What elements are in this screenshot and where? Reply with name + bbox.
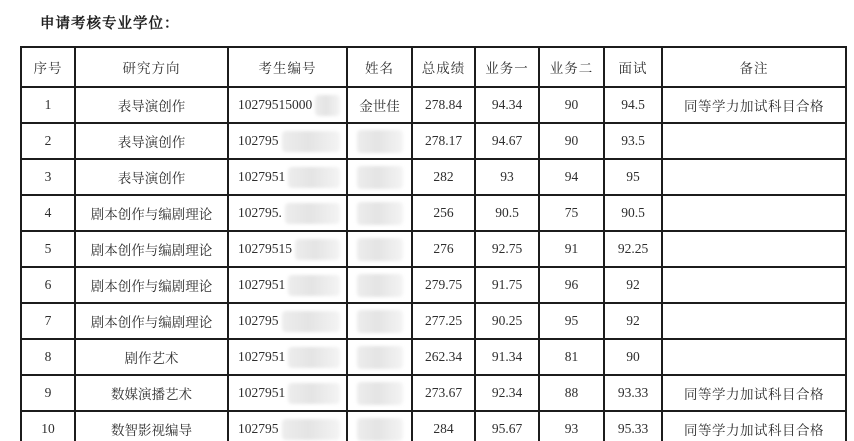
total-score: 278.17: [424, 133, 463, 148]
header-remarks: 备注: [662, 47, 846, 87]
business-one-score: 94.34: [491, 97, 523, 112]
remarks-cell: [662, 87, 846, 123]
research-direction: 剧本创作与编剧理论: [90, 315, 213, 330]
header-business-one: 业务一: [475, 47, 539, 87]
name-cell: [347, 303, 412, 339]
name-cell: [347, 159, 412, 195]
business-one-score: 91.34: [491, 349, 523, 364]
serial-number-cell: [21, 303, 75, 339]
interview-cell: [604, 195, 662, 231]
candidate-number: 102795.: [238, 205, 282, 220]
research-direction-cell: [75, 303, 228, 339]
interview-score: 93.33: [617, 385, 649, 400]
business-one-cell: [475, 375, 539, 411]
research-direction-cell: [75, 123, 228, 159]
business-two-cell: [539, 411, 604, 441]
interview-cell: [604, 159, 662, 195]
business-two-cell: [539, 195, 604, 231]
research-direction: 表导演创作: [117, 135, 186, 150]
research-direction-cell: [75, 375, 228, 411]
candidate-number-content: [229, 203, 346, 224]
business-two-score: 91: [564, 241, 579, 256]
interview-score: 92: [626, 313, 640, 328]
business-two-cell: [539, 231, 604, 267]
remarks-cell: [662, 339, 846, 375]
candidate-number-cell: [228, 87, 347, 123]
candidate-number: 1027951: [238, 385, 286, 400]
redaction-blur: [288, 167, 340, 188]
redaction-blur: [285, 203, 340, 224]
name-cell: [347, 411, 412, 441]
redaction-blur: [357, 346, 403, 369]
research-direction: 表导演创作: [117, 99, 186, 114]
total-score: 277.25: [424, 313, 463, 328]
business-one-cell: [475, 339, 539, 375]
redaction-blur: [315, 95, 340, 116]
interview-cell: [604, 231, 662, 267]
serial-number: 5: [44, 241, 52, 256]
total-score-cell: [412, 87, 475, 123]
redaction-blur: [288, 383, 340, 404]
name-cell: [347, 339, 412, 375]
serial-number-cell: [21, 159, 75, 195]
business-one-cell: [475, 303, 539, 339]
header-name: 姓名: [347, 47, 412, 87]
remarks-cell: [662, 123, 846, 159]
redaction-blur: [357, 418, 403, 441]
table-row: [21, 375, 846, 411]
serial-number: 6: [44, 277, 52, 292]
results-tbody: [21, 87, 846, 441]
business-one-score: 90.5: [495, 205, 519, 220]
table-row: [21, 339, 846, 375]
header-research-direction: 研究方向: [75, 47, 228, 87]
business-one-cell: [475, 231, 539, 267]
total-score: 282: [433, 169, 454, 184]
total-score-cell: [412, 123, 475, 159]
results-table: [20, 46, 847, 441]
business-one-score: 93: [500, 169, 514, 184]
serial-number-cell: [21, 123, 75, 159]
research-direction: 剧作艺术: [124, 351, 179, 366]
name-cell: [347, 195, 412, 231]
serial-number: 9: [44, 385, 52, 400]
redaction-blur: [282, 419, 341, 440]
serial-number: 1: [44, 97, 52, 112]
business-one-score: 92.34: [491, 385, 523, 400]
table-row: [21, 231, 846, 267]
interview-cell: [604, 87, 662, 123]
candidate-number: 1027951: [238, 277, 286, 292]
business-two-cell: [539, 87, 604, 123]
serial-number-cell: [21, 339, 75, 375]
total-score-cell: [412, 231, 475, 267]
serial-number-cell: [21, 267, 75, 303]
total-score: 279.75: [424, 277, 463, 292]
total-score: 262.34: [424, 349, 463, 364]
business-two-score: 88: [564, 385, 579, 400]
candidate-number: 1027951: [238, 349, 286, 364]
candidate-number-cell: [228, 123, 347, 159]
interview-cell: [604, 123, 662, 159]
serial-number: 10: [41, 421, 55, 436]
research-direction: 剧本创作与编剧理论: [90, 243, 213, 258]
interview-cell: [604, 303, 662, 339]
name-cell: [347, 375, 412, 411]
candidate-number-cell: [228, 195, 347, 231]
candidate-number: 102795: [238, 133, 279, 148]
research-direction: 表导演创作: [117, 171, 186, 186]
total-score: 284: [433, 421, 454, 436]
results-table-header: [21, 47, 846, 87]
research-direction: 数媒演播艺术: [111, 387, 192, 402]
research-direction-cell: [75, 87, 228, 123]
business-one-cell: [475, 123, 539, 159]
research-direction-cell: [75, 267, 228, 303]
interview-score: 92.25: [617, 241, 649, 256]
serial-number: 2: [44, 133, 52, 148]
table-row: [21, 411, 846, 441]
redaction-blur: [357, 166, 403, 189]
table-row: [21, 195, 846, 231]
table-row: [21, 87, 846, 123]
business-one-score: 90.25: [491, 313, 523, 328]
business-two-cell: [539, 339, 604, 375]
research-direction: 剧本创作与编剧理论: [90, 207, 213, 222]
serial-number: 8: [44, 349, 52, 364]
candidate-number-content: [229, 131, 346, 152]
business-one-cell: [475, 87, 539, 123]
candidate-number: 102795: [238, 421, 279, 436]
header-serial-number: 序号: [21, 47, 75, 87]
candidate-number: 1027951: [238, 169, 286, 184]
interview-cell: [604, 339, 662, 375]
redaction-blur: [295, 239, 340, 260]
redaction-blur: [357, 202, 403, 225]
candidate-number-content: [229, 275, 346, 296]
remarks-cell: [662, 231, 846, 267]
interview-cell: [604, 411, 662, 441]
remarks-cell: [662, 267, 846, 303]
research-direction-cell: [75, 159, 228, 195]
header-total-score: 总成绩: [412, 47, 475, 87]
redaction-blur: [357, 130, 403, 153]
total-score-cell: [412, 159, 475, 195]
redaction-blur: [282, 131, 341, 152]
business-two-score: 95: [564, 313, 579, 328]
candidate-number-cell: [228, 267, 347, 303]
candidate-number-cell: [228, 159, 347, 195]
remark-text: 同等学力加试科目合格: [684, 387, 824, 402]
research-direction-cell: [75, 231, 228, 267]
table-row: [21, 303, 846, 339]
research-direction: 剧本创作与编剧理论: [90, 279, 213, 294]
serial-number: 4: [44, 205, 52, 220]
name-cell: [347, 87, 412, 123]
serial-number-cell: [21, 411, 75, 441]
business-one-score: 91.75: [491, 277, 523, 292]
page-title: 申请考核专业学位：: [40, 16, 180, 32]
business-one-score: 94.67: [491, 133, 523, 148]
candidate-number: 102795: [238, 313, 279, 328]
total-score-cell: [412, 303, 475, 339]
candidate-number-content: [229, 167, 346, 188]
business-two-cell: [539, 267, 604, 303]
total-score-cell: [412, 375, 475, 411]
interview-score: 92: [626, 277, 640, 292]
remarks-cell: [662, 411, 846, 441]
redaction-blur: [357, 310, 403, 333]
total-score-cell: [412, 339, 475, 375]
interview-score: 95: [626, 169, 640, 184]
redaction-blur: [288, 347, 340, 368]
table-row: [21, 159, 846, 195]
business-two-score: 90: [564, 133, 579, 148]
business-two-cell: [539, 159, 604, 195]
remark-text: 同等学力加试科目合格: [684, 423, 824, 438]
header-candidate-number: 考生编号: [228, 47, 347, 87]
serial-number-cell: [21, 375, 75, 411]
business-two-cell: [539, 303, 604, 339]
candidate-number-cell: [228, 411, 347, 441]
business-two-score: 90: [564, 97, 579, 112]
candidate-number-content: [229, 419, 346, 440]
research-direction-cell: [75, 411, 228, 441]
table-row: [21, 267, 846, 303]
serial-number-cell: [21, 231, 75, 267]
total-score: 256: [433, 205, 454, 220]
serial-number-cell: [21, 87, 75, 123]
serial-number: 3: [44, 169, 52, 184]
business-two-cell: [539, 375, 604, 411]
total-score-cell: [412, 195, 475, 231]
candidate-number: 10279515000: [238, 97, 313, 112]
business-two-score: 94: [564, 169, 579, 184]
name-cell: [347, 123, 412, 159]
candidate-number: 10279515: [238, 241, 292, 256]
interview-score: 95.33: [617, 421, 649, 436]
table-row: [21, 123, 846, 159]
interview-score: 90: [626, 349, 640, 364]
total-score: 273.67: [424, 385, 463, 400]
candidate-name: 金世佳: [359, 99, 400, 114]
candidate-number-content: [229, 347, 346, 368]
research-direction-cell: [75, 195, 228, 231]
total-score-cell: [412, 267, 475, 303]
interview-score: 94.5: [621, 97, 645, 112]
candidate-number-content: [229, 383, 346, 404]
total-score: 278.84: [424, 97, 463, 112]
business-two-score: 93: [564, 421, 579, 436]
candidate-number-content: [229, 311, 346, 332]
interview-score: 90.5: [621, 205, 645, 220]
business-one-score: 95.67: [491, 421, 523, 436]
total-score-cell: [412, 411, 475, 441]
remarks-cell: [662, 375, 846, 411]
business-two-score: 81: [564, 349, 579, 364]
research-direction: 数智影视编导: [111, 423, 192, 438]
business-two-score: 75: [564, 205, 579, 220]
redaction-blur: [357, 382, 403, 405]
redaction-blur: [357, 274, 403, 297]
header-row: [21, 47, 846, 87]
header-business-two: 业务二: [539, 47, 604, 87]
total-score: 276: [433, 241, 454, 256]
business-one-score: 92.75: [491, 241, 523, 256]
candidate-number-content: [229, 95, 346, 116]
candidate-number-cell: [228, 339, 347, 375]
research-direction-cell: [75, 339, 228, 375]
remarks-cell: [662, 195, 846, 231]
redaction-blur: [288, 275, 340, 296]
business-two-cell: [539, 123, 604, 159]
candidate-number-cell: [228, 231, 347, 267]
redaction-blur: [282, 311, 341, 332]
serial-number-cell: [21, 195, 75, 231]
business-one-cell: [475, 159, 539, 195]
interview-cell: [604, 375, 662, 411]
name-cell: [347, 267, 412, 303]
business-one-cell: [475, 411, 539, 441]
interview-cell: [604, 267, 662, 303]
remark-text: 同等学力加试科目合格: [684, 99, 824, 114]
candidate-number-content: [229, 239, 346, 260]
business-one-cell: [475, 195, 539, 231]
serial-number: 7: [44, 313, 52, 328]
candidate-number-cell: [228, 375, 347, 411]
header-interview: 面试: [604, 47, 662, 87]
business-two-score: 96: [564, 277, 579, 292]
redaction-blur: [357, 238, 403, 261]
name-cell: [347, 231, 412, 267]
candidate-number-cell: [228, 303, 347, 339]
remarks-cell: [662, 159, 846, 195]
business-one-cell: [475, 267, 539, 303]
interview-score: 93.5: [621, 133, 645, 148]
remarks-cell: [662, 303, 846, 339]
